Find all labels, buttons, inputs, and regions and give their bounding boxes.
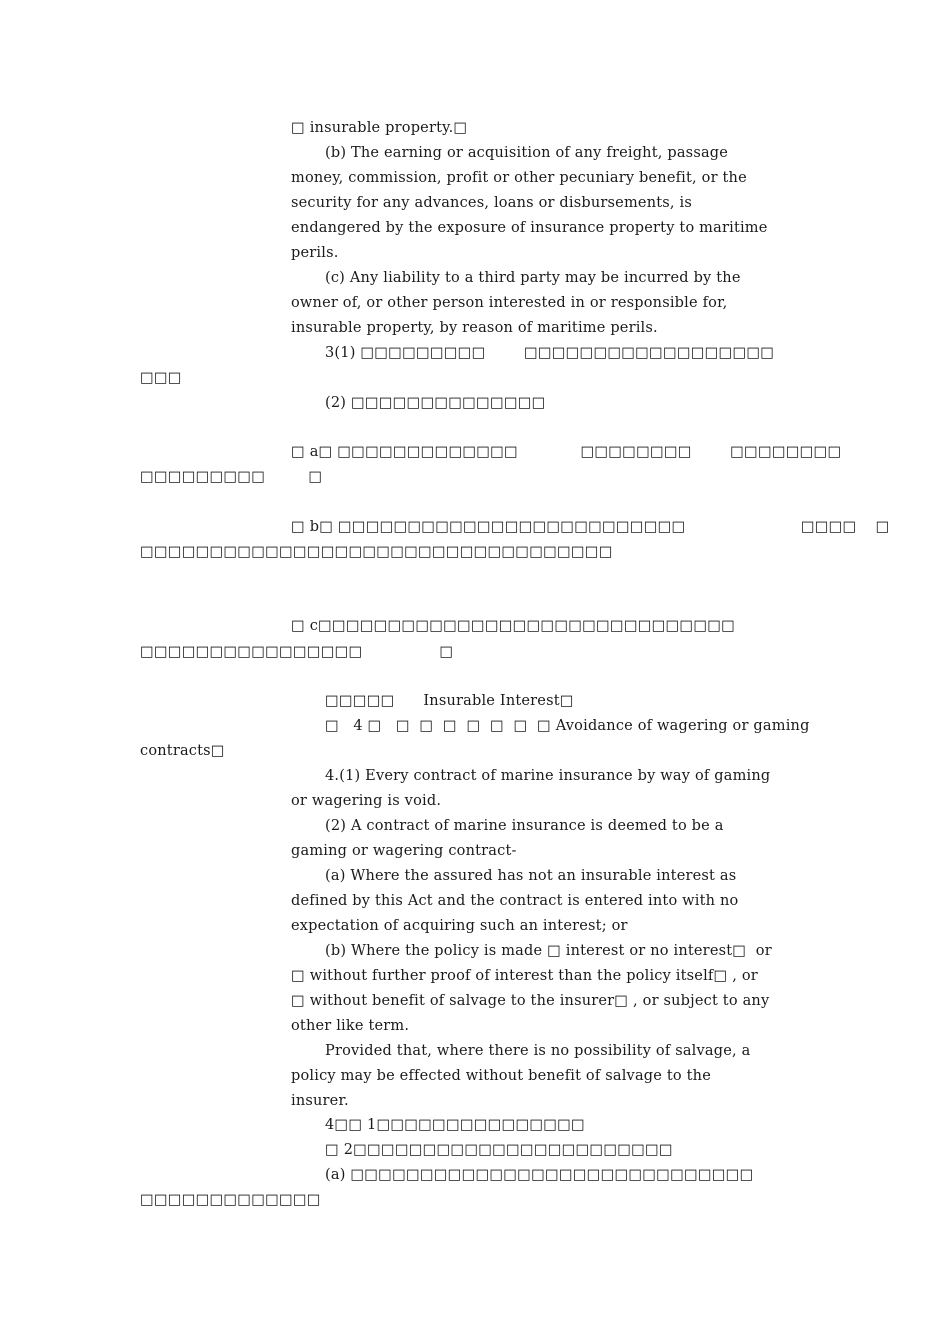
text-line: perils. bbox=[291, 245, 339, 261]
text-line: insurable property, by reason of maritime perils. bbox=[291, 320, 658, 336]
paragraph-first-line: (b) Where the policy is made □ interest or no interest□ or bbox=[325, 943, 772, 959]
text-line: □□□□□□□□□ □ bbox=[140, 469, 323, 485]
text-line: □□□ bbox=[140, 370, 182, 386]
paragraph-first-line: 3(1) □□□□□□□□□ □□□□□□□□□□□□□□□□□□ bbox=[325, 345, 775, 361]
section-heading: □ 4 □ □ □ □ □ □ □ □ Avoidance of wagering or gaming bbox=[325, 718, 810, 734]
paragraph-first-line: (a) □□□□□□□□□□□□□□□□□□□□□□□□□□□□□ bbox=[325, 1167, 754, 1183]
paragraph-first-line: Provided that, where there is no possibility of salvage, a bbox=[325, 1043, 751, 1059]
text-line: contracts□ bbox=[140, 743, 225, 759]
text-line: □ without further proof of interest than the policy itself□ , or bbox=[291, 968, 758, 984]
text-line: owner of, or other person interested in or responsible for, bbox=[291, 295, 728, 311]
section-heading: □□□□□ Insurable Interest□ bbox=[325, 693, 574, 709]
text-line: insurer. bbox=[291, 1093, 349, 1109]
text-line: endangered by the exposure of insurance property to maritime bbox=[291, 220, 768, 236]
text-line: □□□□□□□□□□□□□□□□ □ bbox=[140, 644, 454, 660]
text-line: □ b□ □□□□□□□□□□□□□□□□□□□□□□□□□ □□□□ □ bbox=[291, 519, 890, 535]
paragraph-first-line: (c) Any liability to a third party may be incurred by the bbox=[325, 270, 741, 286]
paragraph-first-line: 4□□ 1□□□□□□□□□□□□□□□ bbox=[325, 1117, 585, 1133]
text-line: policy may be effected without benefit of salvage to the bbox=[291, 1068, 711, 1084]
text-line: defined by this Act and the contract is entered into with no bbox=[291, 893, 739, 909]
text-line: security for any advances, loans or disbursements, is bbox=[291, 195, 693, 211]
text-line: gaming or wagering contract- bbox=[291, 843, 517, 859]
text-line: other like term. bbox=[291, 1018, 410, 1034]
text-line: □ a□ □□□□□□□□□□□□□ □□□□□□□□ □□□□□□□□ bbox=[291, 444, 842, 460]
paragraph-first-line: 4.(1) Every contract of marine insurance by way of gaming bbox=[325, 768, 771, 784]
text-line: □□□□□□□□□□□□□□□□□□□□□□□□□□□□□□□□□□ bbox=[140, 544, 613, 560]
text-line: □□□□□□□□□□□□□ bbox=[140, 1192, 321, 1208]
paragraph-first-line: (a) Where the assured has not an insurable interest as bbox=[325, 868, 737, 884]
text-line: □ without benefit of salvage to the insurer□ , or subject to any bbox=[291, 993, 770, 1009]
paragraph-first-line: (b) The earning or acquisition of any freight, passage bbox=[325, 145, 729, 161]
paragraph-first-line: □ 2□□□□□□□□□□□□□□□□□□□□□□□ bbox=[325, 1142, 673, 1158]
text-line: □ c□□□□□□□□□□□□□□□□□□□□□□□□□□□□□□ bbox=[291, 618, 736, 634]
text-line: expectation of acquiring such an interest; or bbox=[291, 918, 628, 934]
text-line: □ insurable property.□ bbox=[291, 120, 468, 136]
text-line: money, commission, profit or other pecuniary benefit, or the bbox=[291, 170, 747, 186]
paragraph-first-line: (2) A contract of marine insurance is deemed to be a bbox=[325, 818, 724, 834]
text-line: or wagering is void. bbox=[291, 793, 442, 809]
paragraph-first-line: (2) □□□□□□□□□□□□□□ bbox=[325, 395, 546, 411]
